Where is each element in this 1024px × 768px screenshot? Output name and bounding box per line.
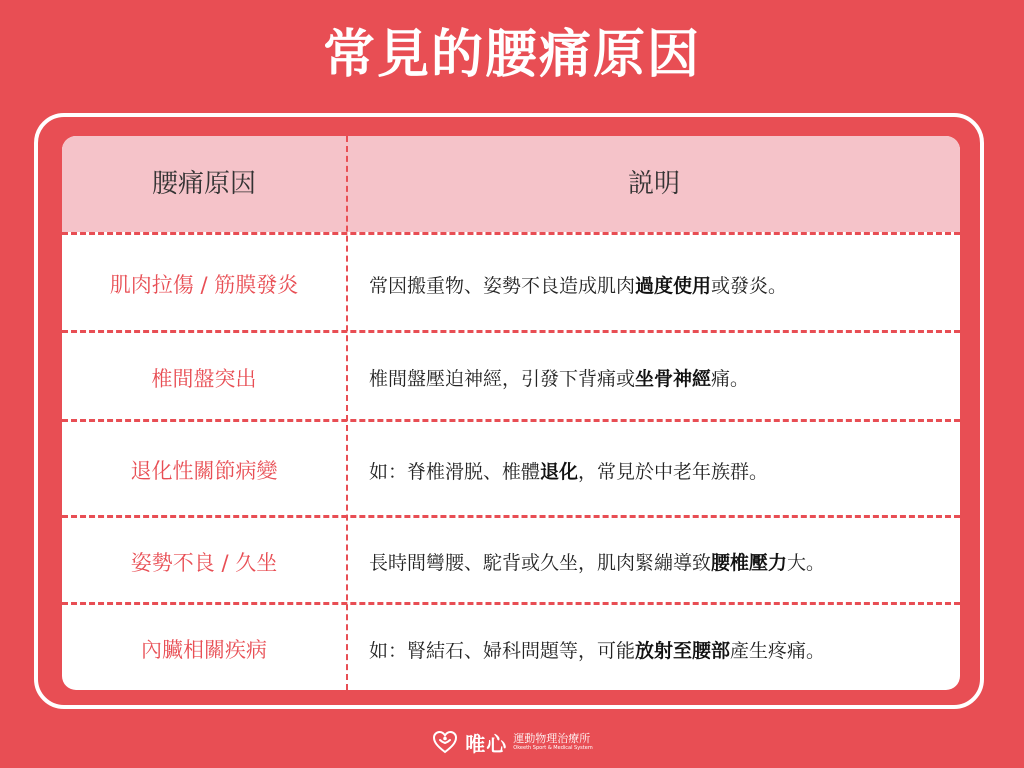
column-divider	[346, 136, 348, 690]
description-text: 如：腎結石、婦科問題等，可能	[369, 639, 636, 662]
cause-cell: 姿勢不良 / 久坐	[130, 550, 278, 575]
cause-cell: 肌肉拉傷 / 筋膜發炎	[109, 273, 299, 297]
description-cell	[369, 333, 950, 422]
page-title: 常見的腰痛原因	[322, 25, 701, 85]
cause-cell: 內臟相關疾病	[141, 638, 267, 662]
description-text: 產生疼痛。	[730, 639, 826, 662]
description-cell	[369, 605, 950, 690]
description-text: 常因搬重物、姿勢不良造成肌肉	[369, 274, 636, 297]
cause-table	[62, 136, 960, 690]
cause-cell: 退化性關節病變	[130, 459, 278, 483]
description-text: ，常見於中老年族群。	[578, 460, 769, 483]
description-cell	[369, 422, 950, 518]
description-text: 如：脊椎滑脱、椎體	[369, 460, 541, 483]
description-text: 或發炎。	[711, 274, 788, 297]
table-row	[62, 419, 960, 518]
table-header	[62, 136, 960, 232]
brand-english: Okeeth Sport & Medical System	[513, 745, 593, 751]
heart-hands-icon	[431, 728, 459, 756]
description-emphasis: 退化	[540, 460, 579, 483]
description-emphasis: 過度使用	[635, 274, 712, 297]
table-row	[62, 330, 960, 422]
table-row	[62, 602, 960, 690]
table-row	[62, 515, 960, 605]
footer-brand	[0, 722, 1024, 762]
header-description: 説明	[627, 169, 680, 199]
description-emphasis: 腰椎壓力	[711, 552, 788, 574]
header-cause: 腰痛原因	[151, 169, 256, 199]
description-emphasis: 放射至腰部	[635, 639, 731, 662]
cause-cell: 椎間盤突出	[151, 366, 257, 391]
brand-name: 唯心	[465, 731, 508, 756]
description-emphasis: 坐骨神經	[635, 368, 712, 390]
table-row	[62, 232, 960, 333]
brand-subtitle: 運動物理治療所	[513, 732, 591, 745]
description-text: 長時間彎腰、駝背或久坐，肌肉緊繃導致	[369, 552, 712, 574]
description-text: 痛。	[711, 368, 750, 390]
description-text: 大。	[787, 552, 826, 574]
description-cell	[369, 518, 950, 605]
description-cell	[369, 235, 950, 333]
description-text: 椎間盤壓迫神經，引發下背痛或	[369, 368, 636, 390]
brand-subtitle-block	[513, 733, 592, 751]
